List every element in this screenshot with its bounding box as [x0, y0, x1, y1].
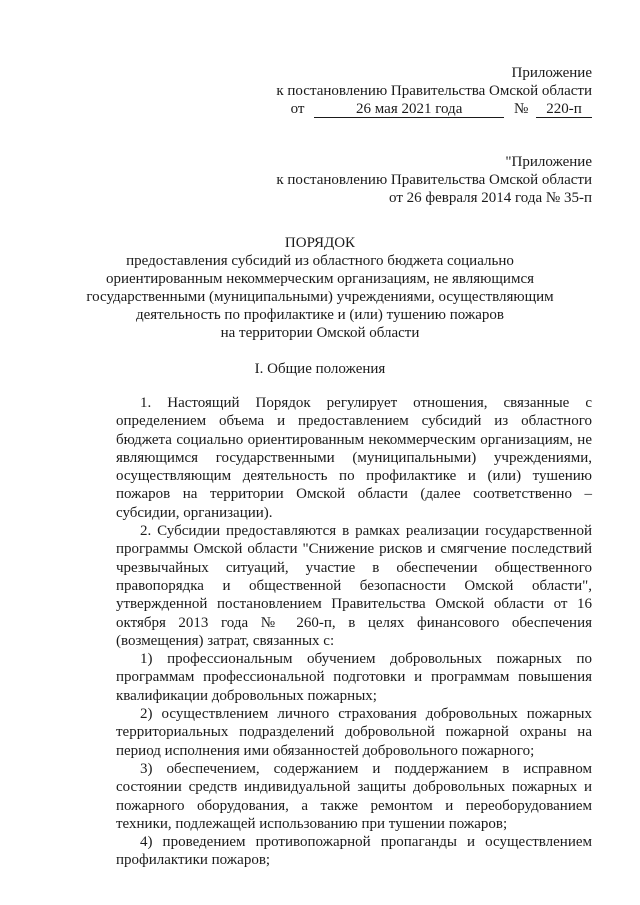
title-line: государственными (муниципальными) учреждениями, осуществляющим	[86, 289, 554, 305]
appendix-label: Приложение	[511, 65, 592, 81]
list-item: 1) профессиональным обучением добровольных пожарных по программам профессиональной подготовки и программам повышения квалификации добровольных пожарных;	[116, 651, 592, 704]
paragraph: 2. Субсидии предоставляются в рамках реализации государственной программы Омской области "Снижение рисков и смягчение последствий чрезвычайных ситуаций, участие в обеспечении общественного правопорядка и общественной безопасности Омской области", утвержденной постановлением Правительства Омской области от 16 октября 2013 года № 260-п, в целях финансового обеспечения (возмещения) затрат, связанных с:	[116, 523, 592, 649]
title-line: предоставления субсидий из областного бюджета социально	[126, 253, 514, 269]
list-item: 3) обеспечением, содержанием и поддержанием в исправном состоянии средств индивидуальной защиты добровольных пожарных и пожарного оборудования, а также ремонтом и переоборудованием техники, подлежащей использованию при тушении пожаров;	[116, 760, 592, 832]
list-item: 4) проведением противопожарной пропаганды и осуществлением профилактики пожаров;	[116, 834, 592, 869]
title-line: на территории Омской области	[220, 325, 420, 341]
document-body	[116, 394, 592, 870]
paragraph: 1. Настоящий Порядок регулирует отношения, связанные с определением объема и предоставлением субсидий из областного бюджета социально ориентированным некоммерческим организациям, не являющимся государственными (муниципальными) учреждениями, осуществляющим деятельность по профилактике и (или) тушению пожаров на территории Омской области (далее соответственно – субсидии, организации).	[116, 395, 592, 521]
resolution-ref: к постановлению Правительства Омской области	[276, 83, 592, 99]
number-label: №	[513, 101, 529, 117]
resolution-number: 220-п	[536, 101, 592, 118]
title-line: ориентированным некоммерческим организациям, не являющимся	[105, 271, 535, 287]
orig-appendix-label: "Приложение	[505, 154, 592, 170]
resolution-date: 26 мая 2021 года	[314, 101, 504, 118]
resolution-date-number	[291, 100, 592, 118]
list-item: 2) осуществлением личного страхования добровольных пожарных территориальных подразделений добровольной пожарной охраны на период исполнения ими обязанностей добровольного пожарного;	[116, 706, 592, 759]
from-label: от	[290, 101, 305, 117]
section-heading: I. Общие положения	[254, 361, 386, 377]
title-line: деятельность по профилактике и (или) тушению пожаров	[135, 307, 504, 323]
document-title: ПОРЯДОК	[284, 235, 356, 251]
orig-resolution-ref: к постановлению Правительства Омской области	[276, 172, 592, 188]
orig-resolution-date: от 26 февраля 2014 года № 35-п	[389, 190, 592, 206]
